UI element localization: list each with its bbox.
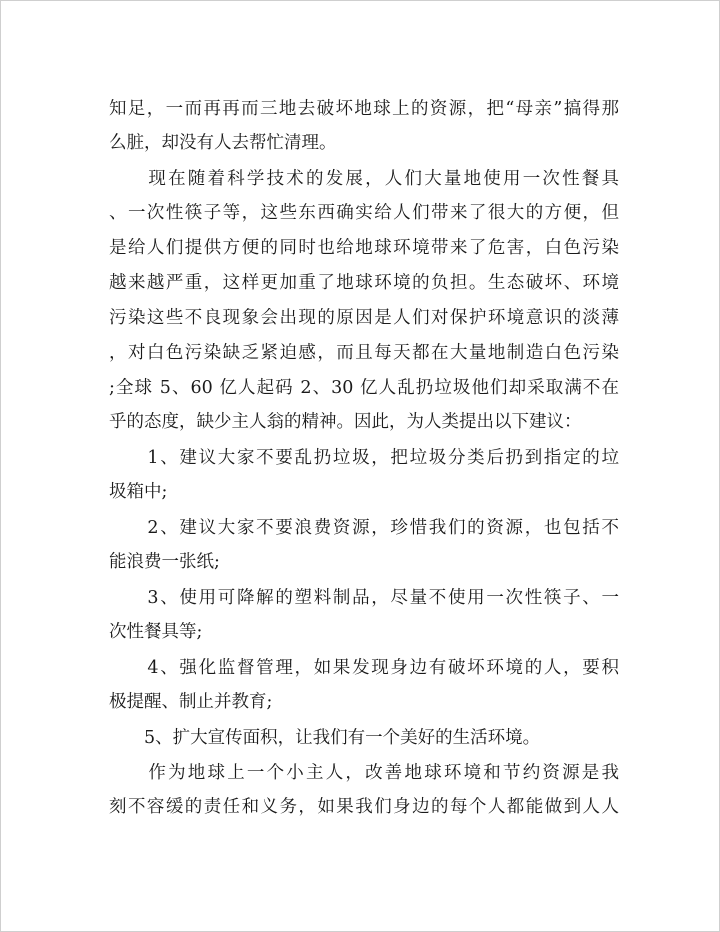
text-line: ;全球 5、60 亿人起码 2、30 亿人乱扔垃圾他们却采取满不在 [109,378,619,398]
text-line: 越来越严重，这样更加重了地球环境的负担。生态破坏、环境 [109,273,619,293]
text-line: 能浪费一张纸; [109,552,220,572]
text-line: 圾箱中; [109,482,168,502]
text-line: 1、建议大家不要乱扔垃圾，把垃圾分类后扔到指定的垃 [109,448,619,468]
text-line: 4、强化监督管理，如果发现身边有破坏环境的人，要积 [109,658,619,678]
text-line: 是给人们提供方便的同时也给地球环境带来了危害，白色污染 [109,238,619,258]
text-line: 么脏，却没有人去帮忙清理。 [109,133,337,153]
text-line: 乎的态度，缺少主人翁的精神。因此，为人类提出以下建议： [109,412,582,432]
text-line: 3、使用可降解的塑料制品，尽量不使用一次性筷子、一 [109,588,619,608]
text-line: ，对白色污染缺乏紧迫感，而且每天都在大量地制造白色污染 [109,343,619,363]
text-line: 次性餐具等; [109,622,203,642]
text-line: 刻不容缓的责任和义务，如果我们身边的每个人都能做到人人 [109,797,619,817]
text-line: 污染这些不良现象会出现的原因是人们对保护环境意识的淡薄 [109,308,619,328]
text-line: 作为地球上一个小主人，改善地球环境和节约资源是我 [109,763,619,783]
text-line: 2、建议大家不要浪费资源，珍惜我们的资源，也包括不 [109,518,619,538]
text-line: 现在随着科学技术的发展，人们大量地使用一次性餐具 [109,169,619,189]
text-line: 、一次性筷子等，这些东西确实给人们带来了很大的方便，但 [109,203,619,223]
text-line: 知足，一而再再而三地去破坏地球上的资源，把“母亲”搞得那 [109,99,619,119]
text-line: 5、扩大宣传面积，让我们有一个美好的生活环境。 [109,728,541,748]
text-line: 极提醒、制止并教育; [109,692,273,712]
